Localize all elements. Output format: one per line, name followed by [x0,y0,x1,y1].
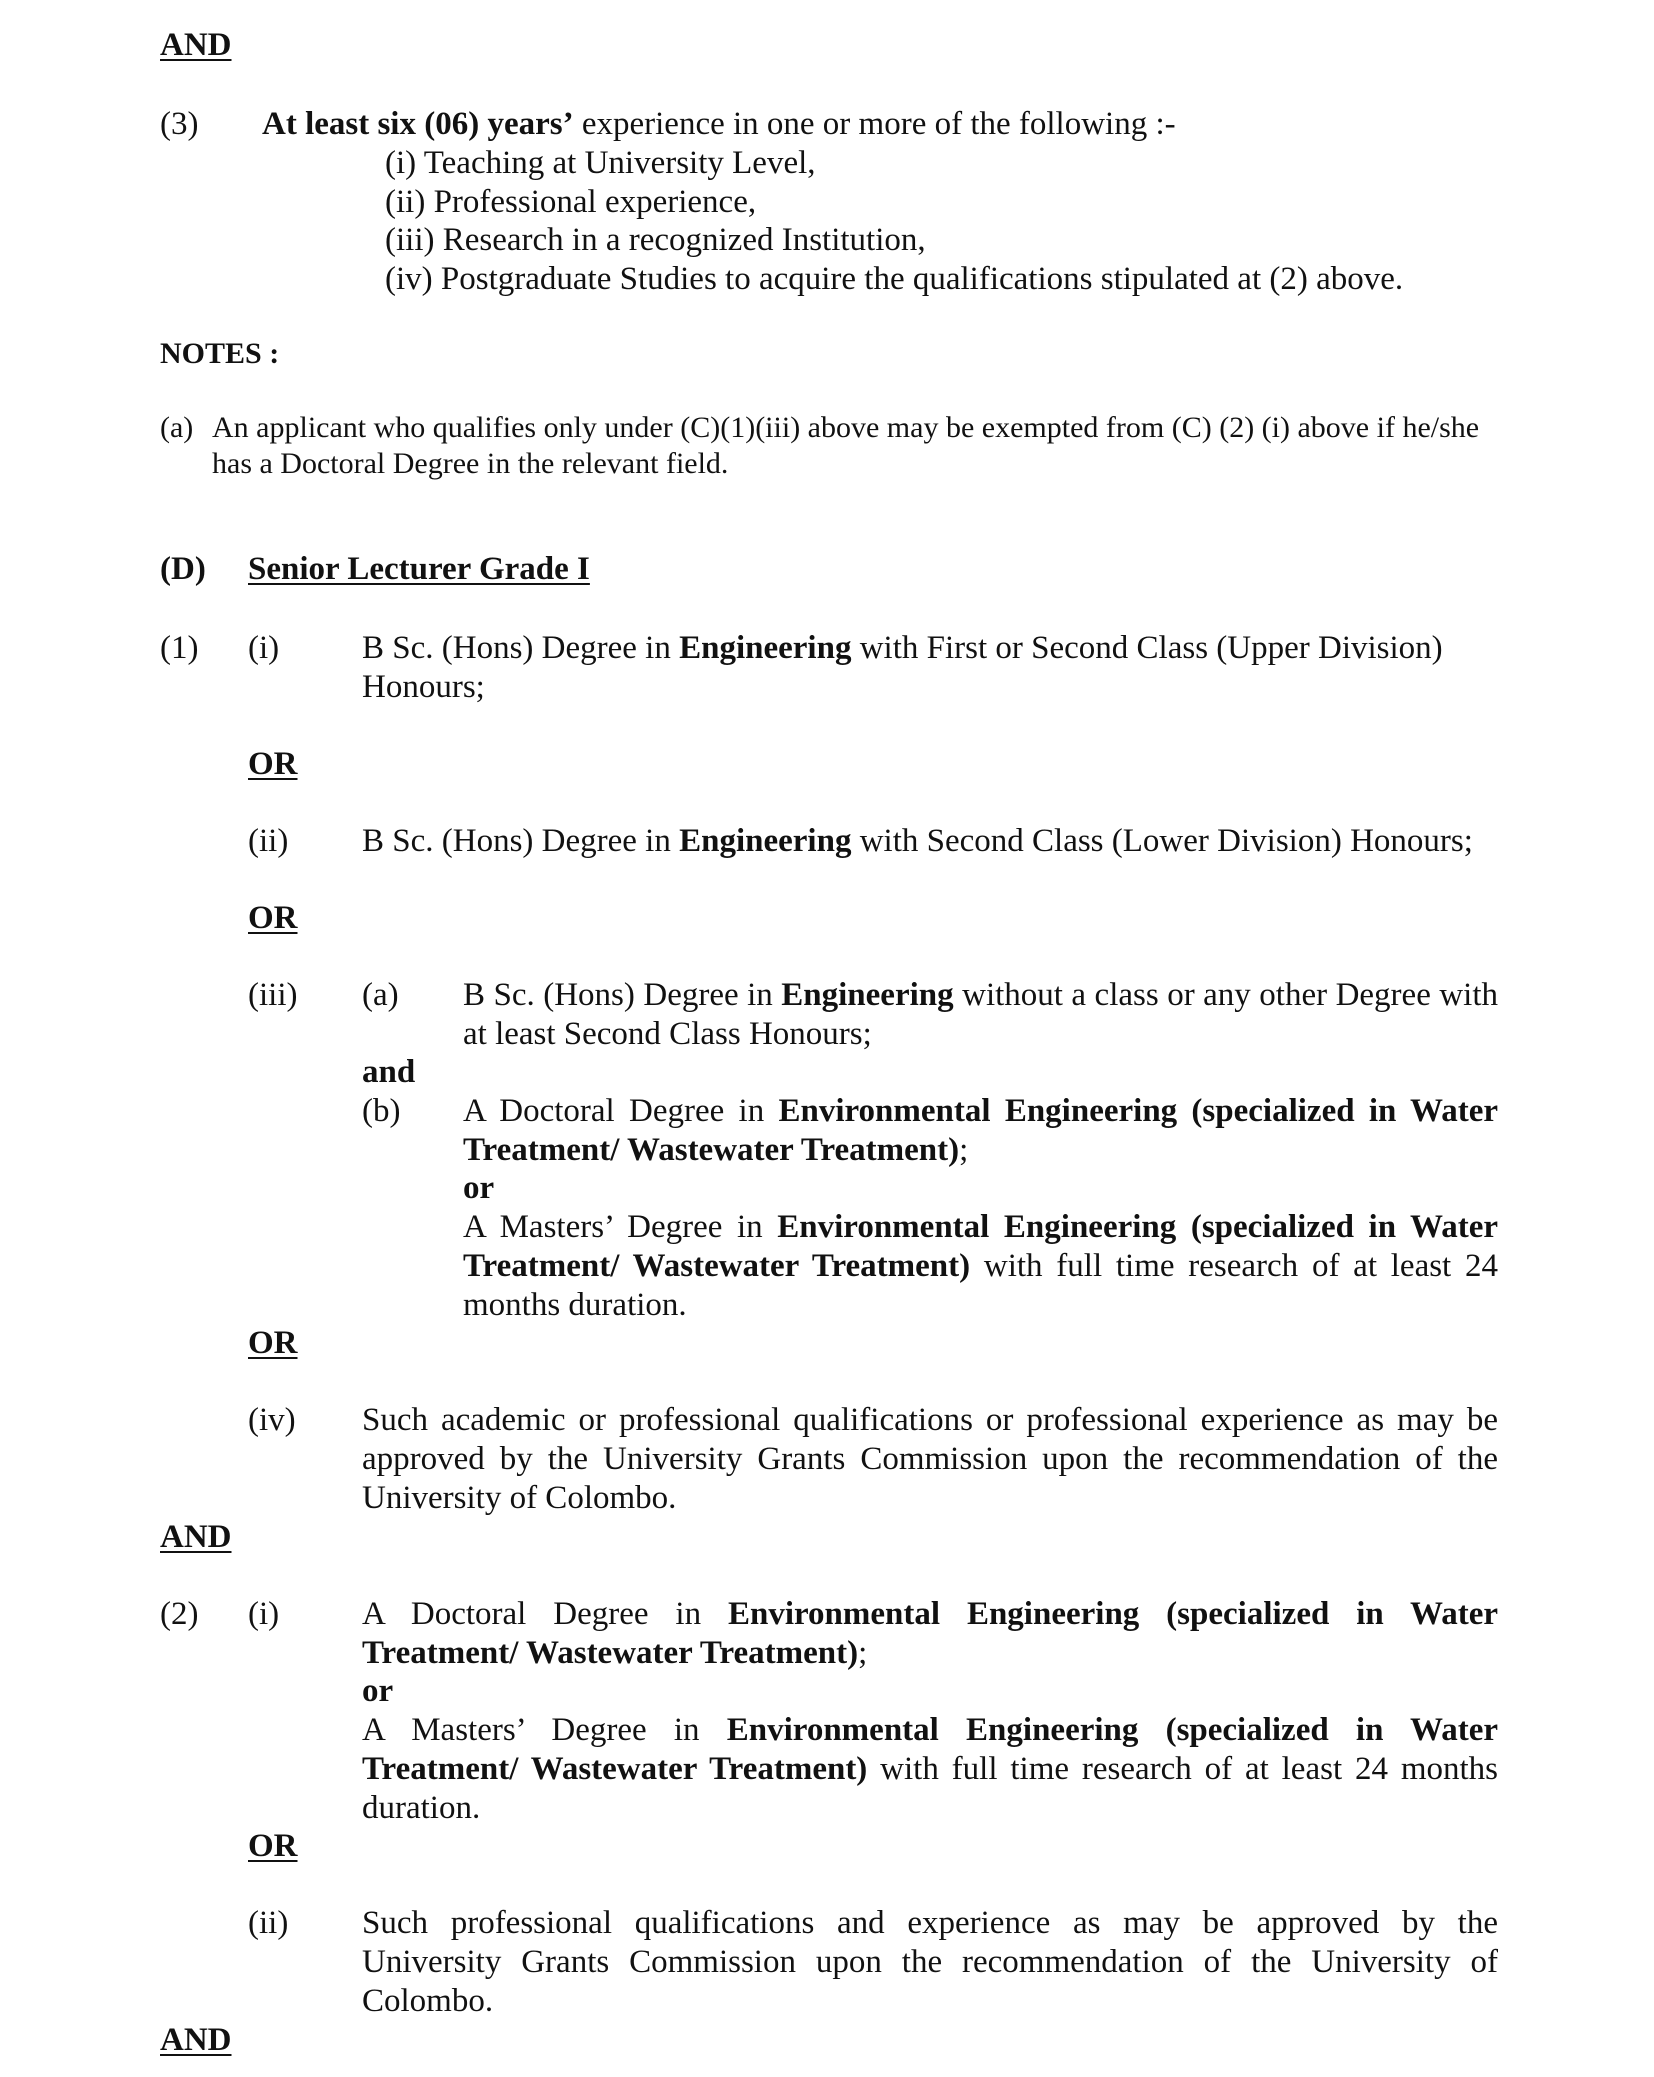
item-iii-a-text: at least Second Class Honours; [463,1016,872,1052]
text-run-bold: Treatment/ Wastewater Treatment) [362,1635,859,1671]
text-run-bold: Engineering [679,823,852,859]
or-connector: or [362,1673,394,1709]
section-d-title: Senior Lecturer Grade I [248,551,590,587]
or-label: OR [248,900,298,936]
item-i-text: Honours; [362,669,485,705]
text-run-bold: Environmental Engineering (specialized in Water [778,1093,1498,1129]
note-a-marker: (a) [160,411,194,444]
item-iv-marker: (iv) [248,1402,296,1438]
part-2-ii-text: Such professional qualifications and experience as may be approved by the [362,1905,1498,1941]
item-ii-marker: (ii) [248,823,289,859]
part-2-i-marker: (i) [248,1596,280,1632]
or-label: OR [248,1828,298,1864]
or-label: OR [248,746,298,782]
notes-heading: NOTES : [160,337,280,370]
text-run-bold: Engineering [679,630,852,666]
part-2-number: (2) [160,1596,199,1632]
part-2-i-text [362,1750,1498,1789]
item-ii-text [362,822,1473,861]
section-3-lead [262,105,1176,144]
part-2-ii-text: University Grants Commission upon the recommendation of the University of [362,1944,1498,1980]
text-run: B Sc. (Hons) Degree in [463,977,782,1013]
and-label: AND [160,1519,232,1555]
text-run-bold: Treatment/ Wastewater Treatment) [362,1751,868,1787]
item-i-marker: (i) [248,630,280,666]
item-iv-text: approved by the University Grants Commission upon the recommendation of the [362,1441,1498,1477]
text-run: B Sc. (Hons) Degree in [362,823,680,859]
text-run: A Doctoral Degree in [463,1093,779,1129]
item-iii-b-text [463,1208,1498,1247]
text-run: B Sc. (Hons) Degree in [362,630,680,666]
and-label: AND [160,2022,232,2058]
and-label: AND [160,27,232,63]
item-iv-text: Such academic or professional qualifications or professional experience as may be [362,1402,1498,1438]
text-run: A Doctoral Degree in [362,1596,728,1632]
or-connector: or [463,1170,495,1206]
part-2-ii-text: Colombo. [362,1983,494,2019]
text-run: ; [858,1635,868,1671]
item-iii-b-text [463,1092,1498,1131]
text-run-bold: Environmental Engineering (specialized in Water [777,1209,1498,1245]
section-3-item: (iv) Postgraduate Studies to acquire the qualifications stipulated at (2) above. [385,261,1404,297]
item-iii-a-marker: (a) [362,977,399,1013]
section-3-number: (3) [160,106,199,142]
item-iii-b-text [463,1247,1498,1286]
section-3-item: (ii) Professional experience, [385,184,757,220]
item-iv-text: University of Colombo. [362,1480,677,1516]
text-run-bold: Engineering [781,977,954,1013]
part-2-i-text [362,1595,1498,1634]
part-2-i-text [362,1634,867,1673]
part-2-i-text: duration. [362,1790,481,1826]
section-3-item: (iii) Research in a recognized Institution, [385,222,926,258]
text-run: without a class or any other Degree with [953,977,1498,1013]
text-run: A Masters’ Degree in [463,1209,778,1245]
text-run: with full time research of at least 24 months [867,1751,1498,1787]
part-1-number: (1) [160,630,199,666]
section-3-item: (i) Teaching at University Level, [385,145,816,181]
item-iii-b-text: months duration. [463,1287,687,1323]
text-run: with Second Class (Lower Division) Honours; [851,823,1473,859]
text-run-bold: Environmental Engineering (specialized in Water [726,1712,1498,1748]
and-connector: and [362,1054,416,1090]
text-run-bold: Treatment/ Wastewater Treatment) [463,1248,971,1284]
item-iii-a-text [463,976,1498,1015]
text-run: with First or Second Class (Upper Division) [851,630,1443,666]
item-iii-b-marker: (b) [362,1093,401,1129]
note-a-line: has a Doctoral Degree in the relevant field. [212,447,729,480]
part-2-ii-marker: (ii) [248,1905,289,1941]
note-a-line: An applicant who qualifies only under (C)(1)(iii) above may be exempted from (C) (2) (i) above if he/she [212,411,1480,444]
or-label: OR [248,1325,298,1361]
text-run: A Masters’ Degree in [362,1712,727,1748]
item-iii-marker: (iii) [248,977,298,1013]
section-3-lead-rest: experience in one or more of the following :- [573,106,1176,142]
text-run: with full time research of at least 24 [970,1248,1498,1284]
section-3-lead-bold: At least six (06) years’ [262,106,574,142]
section-d-marker: (D) [160,551,206,587]
item-iii-b-text [463,1131,968,1170]
item-i-text [362,629,1443,668]
text-run-bold: Environmental Engineering (specialized in Water [727,1596,1498,1632]
text-run-bold: Treatment/ Wastewater Treatment) [463,1132,960,1168]
part-2-i-text [362,1711,1498,1750]
text-run: ; [959,1132,969,1168]
